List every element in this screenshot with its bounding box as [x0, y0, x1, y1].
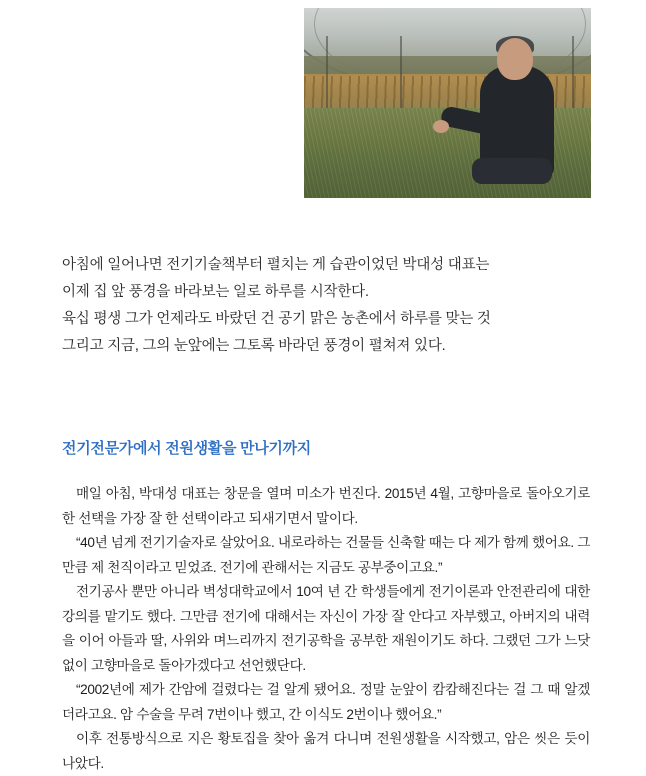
- photo-canvas: [304, 8, 591, 198]
- photo-person-leg: [472, 158, 552, 184]
- section-heading: 전기전문가에서 전원생활을 만나기까지: [62, 440, 311, 457]
- greenhouse-post-center: [400, 36, 402, 112]
- lead-line-2: 이제 집 앞 풍경을 바라보는 일로 하루를 시작한다.: [62, 284, 369, 300]
- body-paragraph-3: 전기공사 뿐만 아니라 벽성대학교에서 10여 년 간 학생들에게 전기이론과 안전관리에 대한 강의를 맡기도 했다. 그만큼 전기에 대해서는 자신이 가장 잘 안다고 자부했고, 아버지의 내력을 이어 아들과 딸, 사위와 며느리까지 전기공학을 공부한 재원이기도 하다. 그랬던 그가 느닷없이 고향마을로 돌아가겠다고 선언했단다.: [62, 584, 590, 673]
- article-body: [62, 482, 590, 776]
- body-paragraph-5: 이후 전통방식으로 지은 황토집을 찾아 옮겨 다니며 전원생활을 시작했고, 암은 씻은 듯이 나았다.: [62, 731, 590, 771]
- photo-person-hand: [433, 120, 449, 133]
- greenhouse-post-right: [572, 36, 574, 112]
- photo-person-head: [497, 38, 533, 80]
- body-paragraph-1: 매일 아침, 박대성 대표는 창문을 열며 미소가 번진다. 2015년 4월, 고향마을로 돌아오기로 한 선택을 가장 잘 한 선택이라고 되새기면서 말이다.: [62, 486, 590, 526]
- body-paragraph-4: “2002년에 제가 간암에 걸렸다는 걸 알게 됐어요. 정말 눈앞이 캄캄해진다는 걸 그 때 알겠더라고요. 암 수술을 무려 7번이나 했고, 간 이식도 2번이나 했어요.”: [62, 682, 590, 722]
- article-photo: [304, 8, 591, 198]
- lead-line-3: 육십 평생 그가 언제라도 바랐던 건 공기 맑은 농촌에서 하루를 맞는 것: [62, 311, 491, 327]
- lead-line-4: 그리고 지금, 그의 눈앞에는 그토록 바라던 풍경이 펼쳐져 있다.: [62, 338, 446, 354]
- body-paragraph-2: “40년 넘게 전기기술자로 살았어요. 내로라하는 건물들 신축할 때는 다 제가 함께 했어요. 그만큼 제 천직이라고 믿었죠. 전기에 관해서는 지금도 공부중이고요.”: [62, 535, 590, 575]
- greenhouse-post-left: [326, 36, 328, 112]
- lead-paragraph: [62, 252, 592, 360]
- lead-line-1: 아침에 일어나면 전기기술책부터 펼치는 게 습관이었던 박대성 대표는: [62, 257, 490, 273]
